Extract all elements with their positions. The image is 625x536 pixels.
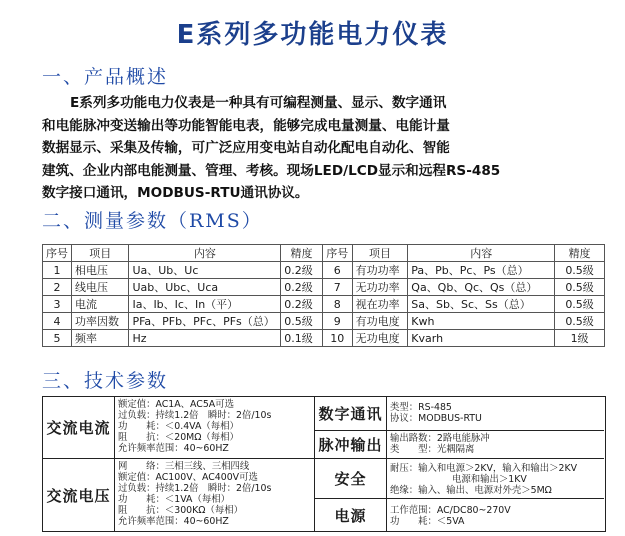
tech-line: 额定值：AC1A、AC5A可选 <box>118 399 234 410</box>
table-row <box>43 330 605 347</box>
table-cell: 线电压 <box>72 279 129 296</box>
table-cell: 5 <box>43 330 72 347</box>
table-header-cell: 精度 <box>281 245 323 262</box>
table-cell: Pa、Pb、Pc、Ps（总） <box>408 262 555 279</box>
intro-line: E系列多功能电力仪表是一种具有可编程测量、显示、数字通讯 <box>70 95 447 111</box>
table-cell: Kvarh <box>408 330 555 347</box>
table-row <box>43 296 605 313</box>
table-cell: 2 <box>43 279 72 296</box>
table-cell: Hz <box>129 330 281 347</box>
tech-values-pulse-output <box>387 431 604 459</box>
table-cell: 0.5级 <box>555 279 605 296</box>
tech-line: 功 耗：＜5VA <box>390 516 465 527</box>
table-cell: 3 <box>43 296 72 313</box>
tech-line: 协议：MODBUS-RTU <box>390 413 482 424</box>
page-title: E系列多功能电力仪表 <box>176 20 449 50</box>
table-cell: 频率 <box>72 330 129 347</box>
section-heading-technical: 三、技术参数 <box>42 370 169 392</box>
tech-line: 耐压：输入和电源＞2KV，输入和输出＞2KV <box>390 463 578 474</box>
table-header-cell: 项目 <box>352 245 408 262</box>
table-cell: 无功功率 <box>352 279 408 296</box>
table-row <box>43 313 605 330</box>
tech-label-ac-current: 交流电流 <box>43 397 115 459</box>
table-header-cell: 序号 <box>43 245 72 262</box>
tech-values-power <box>387 499 604 531</box>
table-header-cell: 序号 <box>322 245 352 262</box>
tech-values-ac-voltage <box>115 459 315 531</box>
table-cell: 0.5级 <box>555 262 605 279</box>
tech-line: 过负载：持续1.2倍 瞬时：2倍/10s <box>118 410 272 421</box>
table-cell: 0.5级 <box>555 296 605 313</box>
tech-line: 功 耗：＜0.4VA（每相） <box>118 421 239 432</box>
table-cell: 电流 <box>72 296 129 313</box>
table-cell: Uab、Ubc、Uca <box>129 279 281 296</box>
table-header-cell: 项目 <box>72 245 129 262</box>
table-cell: 功率因数 <box>72 313 129 330</box>
tech-label-ac-voltage: 交流电压 <box>43 459 115 531</box>
tech-line: 允许频率范围：40~60HZ <box>118 516 229 527</box>
table-cell: 0.5级 <box>555 313 605 330</box>
table-cell: 0.1级 <box>281 330 323 347</box>
tech-line: 允许频率范围：40~60HZ <box>118 443 229 454</box>
table-cell: 1 <box>43 262 72 279</box>
table-cell: 0.2级 <box>281 296 323 313</box>
measurement-table <box>42 244 605 347</box>
table-cell: Ua、Ub、Uc <box>129 262 281 279</box>
tech-label-pulse-output: 脉冲输出 <box>315 431 387 459</box>
table-cell: 1级 <box>555 330 605 347</box>
tech-values-digital-comm <box>387 397 604 431</box>
table-cell: 7 <box>322 279 352 296</box>
tech-line: 工作范围：AC/DC80~270V <box>390 505 511 516</box>
table-cell: 10 <box>322 330 352 347</box>
table-header-row <box>43 245 605 262</box>
tech-line: 过负载：持续1.2倍 瞬时：2倍/10s <box>118 483 272 494</box>
section-heading-measurement: 二、测量参数（RMS） <box>42 210 263 232</box>
tech-label-digital-comm: 数字通讯 <box>315 397 387 431</box>
tech-values-ac-current <box>115 397 315 459</box>
tech-line: 阻 抗：＜20MΩ（每相） <box>118 432 239 443</box>
tech-spec-table <box>42 396 606 532</box>
table-cell: 8 <box>322 296 352 313</box>
tech-line: 类型：RS-485 <box>390 402 452 413</box>
intro-line: 数据显示、采集及传输，可广泛应用变电站自动化配电自动化、智能 <box>42 140 450 156</box>
table-cell: 有功电度 <box>352 313 408 330</box>
tech-line: 网 络：三相三线、三相四线 <box>118 461 250 472</box>
intro-line: 建筑、企业内部电能测量、管理、考核。现场LED/LCD显示和远程RS-485 <box>42 162 501 179</box>
tech-line: 类 型：光耦隔离 <box>390 444 475 455</box>
table-cell: 9 <box>322 313 352 330</box>
tech-label-safety: 安全 <box>315 459 387 499</box>
table-cell: PFa、PFb、PFc、PFs（总） <box>129 313 281 330</box>
table-cell: 视在功率 <box>352 296 408 313</box>
table-cell: 0.2级 <box>281 262 323 279</box>
table-row <box>43 279 605 296</box>
table-cell: 相电压 <box>72 262 129 279</box>
intro-line: 数字接口通讯，MODBUS-RTU通讯协议。 <box>42 185 309 201</box>
table-cell: 4 <box>43 313 72 330</box>
tech-line: 阻 抗：＜300KΩ（每相） <box>118 505 243 516</box>
table-cell: 6 <box>322 262 352 279</box>
table-cell: Kwh <box>408 313 555 330</box>
tech-line: 电源和输出＞1KV <box>452 474 527 485</box>
tech-line: 功 耗：＜1VA（每相） <box>118 494 230 505</box>
table-header-cell: 内容 <box>408 245 555 262</box>
table-cell: Ia、Ib、Ic、In（平） <box>129 296 281 313</box>
table-cell: 有功功率 <box>352 262 408 279</box>
table-row <box>43 262 605 279</box>
tech-line: 绝缘：输入、输出、电源对外壳＞5MΩ <box>390 485 552 496</box>
intro-line: 和电能脉冲变送输出等功能智能电表，能够完成电量测量、电能计量 <box>42 117 450 134</box>
table-header-cell: 内容 <box>129 245 281 262</box>
table-cell: 无功电度 <box>352 330 408 347</box>
tech-values-safety <box>387 459 604 499</box>
tech-line: 输出路数：2路电能脉冲 <box>390 433 490 444</box>
table-header-cell: 精度 <box>555 245 605 262</box>
intro-paragraph <box>42 92 607 205</box>
tech-line: 额定值：AC100V、AC400V可选 <box>118 472 258 483</box>
table-cell: 0.5级 <box>281 313 323 330</box>
section-heading-overview: 一、产品概述 <box>42 66 169 88</box>
tech-label-power: 电源 <box>315 499 387 531</box>
table-cell: Qa、Qb、Qc、Qs（总） <box>408 279 555 296</box>
table-cell: 0.2级 <box>281 279 323 296</box>
table-cell: Sa、Sb、Sc、Ss（总） <box>408 296 555 313</box>
